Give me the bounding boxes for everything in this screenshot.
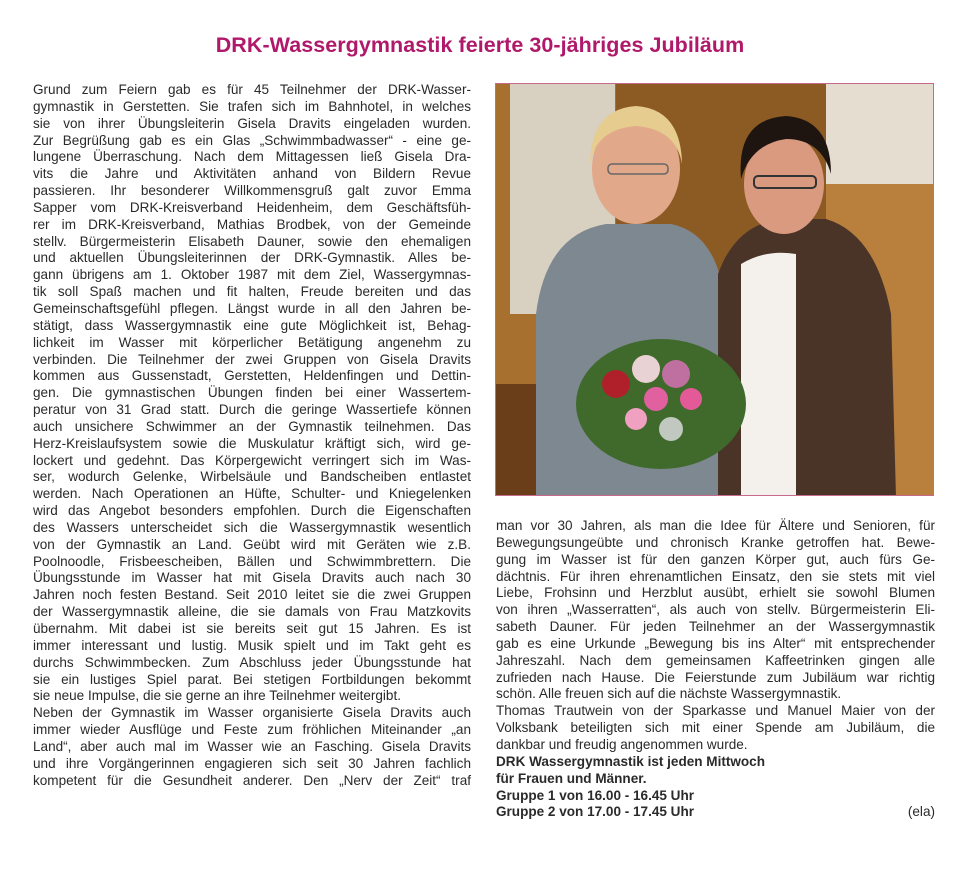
text-line: Liebe, Frohsinn und Herzblut ausübt, erhielt sie sowohl Blumen: [496, 585, 935, 601]
text-line: schön. Alle freuen sich auf die nächste Wassergymnastik.: [496, 686, 842, 702]
text-line: und ihre Vorgängerinnen engagieren sich seit 30 Jahren fachlich: [33, 755, 471, 771]
text-line: sie von ihrer Übungsleiterin Gisela Dravits eingeladen wurden.: [33, 115, 471, 131]
text-line: lockert und gedehnt. Das Körpergewicht verringert sich im Was-: [33, 452, 471, 468]
schedule-group-2: Gruppe 2 von 17.00 - 17.45 Uhr: [496, 804, 695, 820]
text-line: wird das Angebot besonders empfohlen. Durch die Eigenschaften: [33, 503, 471, 519]
text-line: verbinden. Die Teilnehmer der zwei Gruppen von Gisela Dravits: [33, 351, 471, 367]
schedule-heading-2: für Frauen und Männer.: [496, 770, 647, 786]
text-line: gab es eine Urkunde „Bewegung bis ins Alter“ mit entsprechender: [496, 635, 935, 651]
text-line: des Wassers unterscheidet sich die Wassergymnastik wesentlich: [33, 519, 471, 535]
text-line: peratur von 31 Grad statt. Durch die geringe Wassertiefe können: [33, 402, 471, 418]
text-line: Bewegungsungeübte und chronisch Kranke getroffen hat. Bewe-: [496, 534, 935, 550]
text-line: lichkeit im Wasser mit körperlicher Betätigung angenehm zu: [33, 334, 471, 350]
bouquet-flower: [662, 360, 690, 388]
text-line: man vor 30 Jahren, als man die Idee für Ältere und Senioren, für: [496, 518, 935, 533]
bouquet-flower: [625, 408, 647, 430]
text-line: Neben der Gymnastik im Wasser organisierte Gisela Dravits auch: [33, 705, 471, 721]
text-line: Jahren noch festen Bestand. Seit 2010 leitet sie die zwei Gruppen: [33, 587, 471, 603]
text-line: übernahm. Mit dabei ist sie bereits seit gut 15 Jahren. Es ist: [33, 621, 471, 636]
text-line: passieren. Ihr besonderer Willkommensgruß galt zuvor Emma: [33, 183, 471, 199]
bouquet-flower: [680, 388, 702, 410]
text-line: Sapper vom DRK-Kreisverband Heidenheim, dem Geschäftsfüh-: [33, 199, 471, 215]
text-line: Übungsstunde im Wasser hat mit Gisela Dravits auch nach 30: [33, 570, 471, 586]
text-line: gen. Die gymnastischen Übungen finden bei einer Wassertem-: [33, 385, 471, 401]
photo-wall-right: [826, 84, 934, 184]
text-line: stätigt, dass Wassergymnastik eine gute Möglichkeit ist, Behag-: [33, 317, 471, 333]
text-line: vits die Jahre und Aktivitäten anhand von Bildern Revue: [33, 166, 471, 182]
article-title: DRK-Wassergymnastik feierte 30-jähriges Jubiläum: [215, 33, 745, 57]
bouquet-flower: [602, 370, 630, 398]
text-line: tik soll Spaß machen und fit halten, Freude bereiten und das: [33, 284, 471, 300]
text-line: sabeth Dauner. Für jeden Teilnehmer an der Wassergymnastik: [496, 619, 935, 635]
text-line: Grund zum Feiern gab es für 45 Teilnehmer der DRK-Wasser-: [33, 82, 471, 97]
text-line: Herz-Kreislaufsystem sowie die Muskulatur kräftigt sich, wird ge-: [33, 435, 471, 451]
right-woman-shirt: [741, 253, 796, 496]
text-line: zufrieden nach Hause. Die Feierstunde zum Jubiläum war richtig: [496, 669, 935, 685]
schedule-group-1: Gruppe 1 von 16.00 - 16.45 Uhr: [496, 787, 695, 803]
text-line: gung im Wasser ist für den ganzen Körper gut, auch fürs Ge-: [496, 551, 935, 567]
text-line: lungene Überraschung. Nach dem Mittagessen ließ Gisela Dra-: [33, 149, 471, 165]
article-photo: [495, 83, 934, 496]
text-line: rer im DRK-Kreisverband, Mathias Brodbek, von der Gemeinde: [33, 216, 471, 232]
text-line: werden. Nach Operationen an Hüfte, Schulter- und Kniegelenken: [33, 486, 471, 502]
text-line: von der Gymnastik an Land. Geübt wird mit Geräten wie z.B.: [33, 536, 471, 552]
text-line: durchs Schwimmbecken. Zum Abschluss jeder Übungsstunde hat: [33, 654, 471, 670]
bouquet-flower: [632, 355, 660, 383]
text-line: Zur Begrüßung gab es ein Glas „Schwimmbadwasser“ - eine ge-: [33, 132, 471, 148]
photo-illustration: [496, 84, 934, 496]
text-line: stellv. Bürgermeisterin Elisabeth Dauner, sowie den ehemaligen: [33, 233, 471, 249]
text-line: ser, wodurch Gelenke, Wirbelsäule und Bandscheiben entlastet: [33, 469, 471, 485]
text-line: von ihren „Wasserratten“, als auch von stellv. Bürgermeisterin Eli-: [496, 602, 935, 618]
text-line: kompetent für die Gesundheit anderer. Den „Nerv der Zeit“ traf: [33, 772, 471, 788]
text-line: Land“, aber auch mal im Wasser wie an Fasching. Gisela Dravits: [33, 738, 471, 754]
text-line: Poolnoodle, Frisbeescheiben, Bällen und Schwimmbrettern. Die: [33, 553, 471, 569]
text-line: Volksbank beteiligten sich mit einer Spende am Jubiläum, die: [496, 720, 935, 736]
text-line: immer interessant und lustig. Musik spielt und im Takt geht es: [33, 637, 471, 653]
text-line: gann übrigens am 1. Oktober 1987 mit dem Ziel, Wassergymnas-: [33, 267, 471, 283]
schedule-heading-1: DRK Wassergymnastik ist jeden Mittwoch: [496, 753, 765, 769]
article-body-left-column: [33, 82, 471, 789]
text-line: dankbar und freudig angenommen wurde.: [496, 736, 748, 752]
text-line: und aktuellen Übungsleiterinnen der DRK-Gymnastik. Alles be-: [33, 250, 471, 266]
text-line: sie neue Impulse, die sie gerne an ihre Teilnehmer weitergibt.: [33, 688, 401, 704]
text-line: sie ein lustiges Spiel parat. Bei stetigen Fortbildungen bekommt: [33, 671, 471, 687]
article-body-right-column: [496, 518, 935, 821]
bouquet-flower: [659, 417, 683, 441]
text-line: immer wieder Ausflüge und Feste zum fröhlichen Miteinander „an: [33, 722, 471, 738]
text-line: kommen aus Gussenstadt, Gerstetten, Heldenfingen und Dettin-: [33, 368, 471, 384]
author-signature: (ela): [907, 804, 935, 820]
text-line: Gemeinschaftsgefühl pflegen. Längst wurde in all den Jahren be-: [33, 300, 471, 316]
right-column-text: [496, 518, 935, 754]
schedule-group-2-row: [496, 804, 935, 821]
text-line: dächtnis. Für ihren ehrenamtlichen Einsatz, den sie stets mit viel: [496, 568, 935, 584]
text-line: gymnastik in Gerstetten. Sie trafen sich im Bahnhotel, in welches: [33, 98, 471, 114]
text-line: Thomas Trautwein von der Sparkasse und Manuel Maier von der: [496, 703, 935, 719]
text-line: der Wassergymnastik alleine, die sie damals von Frau Matzkovits: [33, 604, 471, 620]
bouquet-flower: [644, 387, 668, 411]
text-line: Jahreszahl. Nach dem gemeinsamen Kaffeetrinken gingen alle: [496, 652, 935, 668]
text-line: auch unsichere Schwimmer an der Gymnastik teilnehmen. Das: [33, 418, 471, 434]
